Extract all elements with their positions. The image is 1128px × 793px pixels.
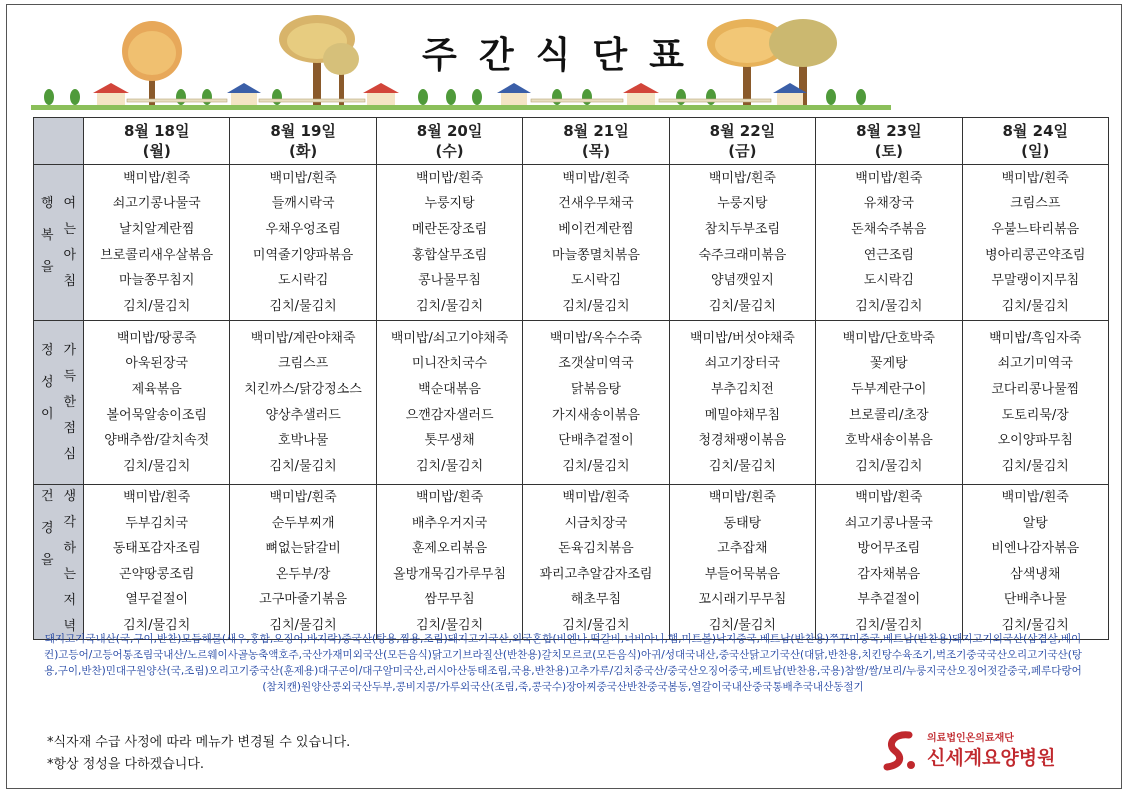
menu-item: 백미밥/흰죽 — [562, 490, 630, 505]
menu-item: 도시락김 — [570, 273, 622, 289]
menu-item: 브로콜리새우살볶음 — [100, 247, 214, 263]
menu-item: 꼬시래기무무침 — [698, 592, 787, 608]
menu-item: 오이양파무침 — [997, 433, 1073, 449]
menu-item: 닭볶음탕 — [570, 381, 622, 397]
menu-item: 조갯살미역국 — [558, 356, 634, 372]
menu-item: 미역줄기양파볶음 — [252, 247, 354, 263]
house-icon — [93, 83, 129, 105]
house-icon — [497, 83, 531, 105]
menu-item: 마늘쫑무침지 — [119, 273, 195, 289]
day-date: 8월 24일 — [1002, 122, 1069, 140]
menu-item: 부들어묵볶음 — [704, 566, 781, 582]
menu-item: 김치/물김치 — [562, 298, 630, 314]
menu-item: 고구마줄기볶음 — [259, 592, 348, 608]
menu-item: 메란돈장조림 — [411, 221, 488, 237]
menu-item: 누룽지탕 — [717, 196, 768, 212]
menu-item: 쇠고기콩나물국 — [112, 196, 201, 212]
menu-item: 마늘쫑멸치볶음 — [552, 247, 640, 263]
menu-item: 김치/물김치 — [123, 298, 191, 314]
menu-item: 홍합살무조림 — [411, 247, 488, 263]
menu-cell — [816, 165, 962, 321]
menu-item: 무말랭이지무침 — [991, 273, 1080, 289]
menu-item: 양배추쌈/갈치속젓 — [104, 433, 210, 449]
menu-item: 올방개묵김가루무침 — [393, 566, 507, 582]
menu-item: 도시락김 — [863, 273, 914, 289]
menu-item: 쇠고기장터국 — [704, 356, 781, 372]
menu-item: 메밀야채무침 — [704, 407, 781, 423]
menu-item: 삼색냉채 — [1010, 566, 1061, 582]
menu-item: 백미밥/흰죽 — [123, 490, 191, 505]
meal-label-text: 정 성 이 — [40, 342, 54, 422]
day-weekday: (금) — [728, 142, 757, 160]
meal-label — [34, 165, 84, 321]
menu-cell — [669, 485, 815, 640]
menu-item: 숙주크래미볶음 — [698, 247, 787, 263]
menu-item: 김치/물김치 — [415, 458, 484, 474]
meal-label-text: 가 득 한 점 심 — [63, 342, 77, 462]
menu-item: 부추겉절이 — [857, 592, 921, 608]
menu-item: 양념깻잎지 — [711, 273, 774, 289]
day-weekday: (월) — [142, 142, 171, 160]
meal-label-text: 생 각 하 는 저 녁 — [63, 488, 77, 634]
meal-row — [34, 165, 1109, 321]
menu-item: 두부계란구이 — [851, 381, 927, 397]
menu-item: 백미밥/흰죽 — [415, 170, 484, 186]
corner-cell — [34, 118, 84, 165]
menu-item: 김치/물김치 — [708, 617, 776, 633]
ingredient-origin-info — [43, 631, 1083, 695]
menu-item: 도시락김 — [278, 273, 329, 289]
day-weekday: (목) — [581, 142, 611, 160]
menu-item: 돈채숙주볶음 — [851, 221, 927, 237]
menu-item: 날치알계란찜 — [119, 221, 195, 237]
menu-item: 비엔나감자볶음 — [991, 541, 1080, 557]
menu-item: 시금치장국 — [564, 515, 628, 531]
menu-item: 김치/물김치 — [269, 617, 337, 633]
menu-item: 훈제오리볶음 — [411, 541, 488, 557]
menu-item: 동태포감자조림 — [112, 541, 201, 557]
menu-item: 청경채팽이볶음 — [698, 433, 787, 449]
menu-item: 병아리콩곤약조림 — [985, 247, 1086, 263]
menu-item: 연근조림 — [863, 247, 914, 263]
menu-item: 해초무침 — [570, 592, 622, 608]
meal-label — [34, 485, 84, 640]
menu-item: 크림스프 — [1010, 196, 1061, 212]
menu-item: 백미밥/쇠고기야채죽 — [390, 330, 509, 346]
foundation-name: 의료법인온의료재단 — [927, 733, 1014, 744]
menu-item: 유채장국 — [863, 196, 914, 212]
menu-item: 김치/물김치 — [1001, 298, 1069, 314]
menu-item: 콩나물무침 — [418, 273, 481, 289]
menu-item: 쌈무무침 — [424, 592, 475, 608]
menu-item: 감자채볶음 — [857, 566, 921, 582]
menu-item: 알탕 — [1022, 515, 1048, 531]
menu-item: 제육볶음 — [131, 381, 182, 397]
menu-cell — [84, 485, 230, 640]
menu-cell — [962, 165, 1108, 321]
day-header — [816, 118, 962, 165]
page-title: 주간식단표 — [422, 35, 706, 76]
menu-cell — [84, 321, 230, 485]
meal-row — [34, 485, 1109, 640]
menu-item: 동태탕 — [723, 515, 762, 531]
meal-label-text: 건 경 을 — [40, 488, 54, 568]
menu-item: 누룽지탕 — [424, 196, 475, 212]
house-icon — [227, 83, 261, 105]
menu-item: 배추우거지국 — [411, 515, 488, 531]
menu-item: 백미밥/버섯야채죽 — [689, 330, 795, 346]
menu-item: 백미밥/흰죽 — [415, 490, 484, 505]
day-date: 8월 19일 — [270, 122, 336, 140]
menu-item: 쇠고기콩나물국 — [844, 515, 933, 531]
menu-cell — [84, 165, 230, 321]
menu-item: 볼어묵알송이조림 — [106, 407, 207, 423]
day-header — [669, 118, 815, 165]
menu-cell — [376, 485, 522, 640]
menu-cell — [669, 165, 815, 321]
menu-item: 백미밥/땅콩죽 — [116, 330, 197, 346]
day-date: 8월 23일 — [856, 122, 922, 140]
menu-item: 우채우엉조림 — [265, 221, 341, 237]
menu-cell — [230, 485, 376, 640]
menu-item: 아욱된장국 — [125, 356, 189, 372]
hospital-emblem-icon — [881, 729, 921, 773]
menu-item: 백미밥/흰죽 — [269, 170, 337, 186]
menu-cell — [230, 165, 376, 321]
menu-item: 쇠고기미역국 — [997, 356, 1073, 372]
menu-item: 곤약땅콩조림 — [119, 566, 195, 582]
menu-item: 김치/물김치 — [855, 298, 923, 314]
menu-item: 들깨시락국 — [271, 196, 335, 212]
day-header — [962, 118, 1108, 165]
menu-item: 백미밥/흰죽 — [855, 170, 923, 186]
day-weekday: (토) — [874, 142, 903, 160]
menu-item: 백미밥/흰죽 — [1001, 490, 1069, 505]
menu-cell — [523, 321, 669, 485]
menu-item: 백미밥/흑임자죽 — [989, 330, 1082, 346]
menu-item: 김치/물김치 — [415, 298, 484, 314]
meal-label-text: 행 복 을 — [40, 195, 54, 275]
house-icon — [363, 83, 399, 105]
menu-item: 백미밥/흰죽 — [1001, 170, 1069, 186]
meal-row — [34, 321, 1109, 485]
menu-item: 호박나물 — [278, 433, 329, 449]
day-weekday: (일) — [1021, 142, 1050, 160]
menu-item: 꽈리고추알감자조림 — [539, 566, 653, 582]
menu-item: 치킨까스/닭강정소스 — [244, 381, 362, 397]
menu-cell — [816, 485, 962, 640]
menu-item: 베이컨계란찜 — [558, 221, 634, 237]
menu-item: 김치/물김치 — [269, 298, 337, 314]
menu-item: 호박새송이볶음 — [844, 433, 933, 449]
menu-item: 방어무조림 — [857, 541, 921, 557]
menu-item: 김치/물김치 — [269, 458, 337, 474]
menu-item: 돈육김치볶음 — [558, 541, 634, 557]
day-header — [230, 118, 376, 165]
menu-item: 백미밥/흰죽 — [269, 490, 337, 505]
meal-label — [34, 321, 84, 485]
menu-item: 김치/물김치 — [855, 617, 923, 633]
menu-item: 건새우무채국 — [558, 196, 634, 212]
day-header — [523, 118, 669, 165]
menu-item: 김치/물김치 — [708, 458, 776, 474]
origin-text: 돼지고기국내산(국,구이,반찬)모듬해물(새우,홍합,오징어,바지락)중국산(탕용,찜용,조림)돼지고기국산,외국혼합(비엔나,떡갈비,너비아니,햄,미트볼)낙지중국,베트남(반찬용)쭈꾸미중국,베트남(반찬용)돼지고기외국산(삼겹살,베이컨)고등어/고등어통조림국내산/노르웨이사골농축액호주,국산가재미외국산(모든음식)닭고기브라질산(반찬용)갈치모르코(모든음식)아귀/성대국내산,중국산닭고기국산(대닭,반찬용,치킨탕수육조기,벅조기중국국산오리고기국산(탕용,구이,반찬)민대구원양산(국,조림)오리고기중국산(훈제용)대구곤이/대구알미국산,러시아산동태조림,국용,반찬용)고추가루/김치중국산/중국산오징어중국,베트남(반찬용,국용)참쌀/쌀/보리/누룽지국산오징어젓갈중국,페루다랑어(참치캔)원양산콩외국산두부,콩비지콩/가루외국산(조림,죽,콩국수)장아찌중국산반찬중국봄동,열갈이국내산중국통배추국내산동절기 — [44, 633, 1082, 693]
menu-item: 김치/물김치 — [855, 458, 923, 474]
menu-item: 도토리묵/장 — [1001, 407, 1069, 423]
day-header — [376, 118, 522, 165]
menu-item: 김치/물김치 — [1001, 458, 1069, 474]
menu-item: 가지새송이볶음 — [552, 407, 640, 423]
menu-item: 백미밥/계란야채죽 — [250, 330, 356, 346]
menu-item: 백미밥/흰죽 — [855, 490, 923, 505]
menu-item: 우불느타리볶음 — [991, 221, 1080, 237]
menu-item: 참치두부조림 — [704, 221, 781, 237]
menu-cell — [962, 321, 1108, 485]
menu-item: 김치/물김치 — [708, 298, 776, 314]
menu-item: 백순대볶음 — [418, 381, 481, 397]
menu-item: 고추잡채 — [717, 541, 768, 557]
menu-item: 단배추나물 — [1003, 592, 1067, 608]
menu-item: 두부김치국 — [125, 515, 189, 531]
menu-cell — [816, 321, 962, 485]
hospital-logo — [881, 729, 1091, 777]
menu-sheet — [6, 4, 1122, 789]
hospital-name: 신세계요양병원 — [927, 747, 1056, 769]
menu-item: 백미밥/단호박죽 — [842, 330, 935, 346]
day-date: 8월 18일 — [123, 122, 190, 140]
menu-item: 부추김치전 — [711, 381, 774, 397]
menu-item: 양상추샐러드 — [265, 407, 341, 423]
menu-item: 톳무생채 — [424, 433, 475, 449]
menu-item: 꽃게탕 — [869, 356, 908, 372]
menu-item: 미니잔치국수 — [411, 356, 488, 372]
menu-cell — [376, 321, 522, 485]
day-header — [84, 118, 230, 165]
menu-cell — [962, 485, 1108, 640]
note-line: *항상 정성을 다하겠습니다. — [47, 757, 205, 772]
menu-item: 단배추겉절이 — [558, 433, 634, 449]
menu-cell — [230, 321, 376, 485]
house-icon — [623, 83, 659, 105]
menu-item: 열무겉절이 — [125, 592, 189, 608]
menu-item: 백미밥/옥수수죽 — [549, 330, 643, 346]
note-line: *식자재 수급 사정에 따라 메뉴가 변경될 수 있습니다. — [47, 735, 351, 750]
day-header-row — [34, 118, 1109, 165]
day-date: 8월 21일 — [563, 122, 629, 140]
menu-item: 백미밥/흰죽 — [708, 490, 776, 505]
menu-item: 김치/물김치 — [123, 458, 191, 474]
day-date: 8월 20일 — [416, 122, 483, 140]
menu-item: 코다리콩나물찜 — [991, 381, 1080, 397]
menu-item: 김치/물김치 — [1001, 617, 1069, 633]
weekly-menu-table — [33, 117, 1109, 640]
notes — [47, 732, 350, 776]
menu-cell — [523, 485, 669, 640]
menu-item: 으깬감자샐러드 — [405, 407, 494, 423]
menu-item: 김치/물김치 — [562, 617, 630, 633]
menu-item: 온두부/장 — [275, 566, 331, 582]
menu-cell — [376, 165, 522, 321]
menu-item: 백미밥/흰죽 — [123, 170, 191, 186]
menu-cell — [523, 165, 669, 321]
menu-item: 뼈없는닭갈비 — [265, 541, 341, 557]
menu-item: 백미밥/흰죽 — [562, 170, 630, 186]
meal-label-text: 여 는 아 침 — [63, 195, 77, 289]
menu-item: 브로콜리/초장 — [848, 407, 929, 423]
menu-item: 김치/물김치 — [562, 458, 630, 474]
menu-item: 크림스프 — [278, 356, 329, 372]
day-weekday: (화) — [289, 142, 318, 160]
day-date: 8월 22일 — [709, 122, 776, 140]
day-weekday: (수) — [435, 142, 464, 160]
menu-item: 김치/물김치 — [415, 617, 484, 633]
menu-cell — [669, 321, 815, 485]
menu-item: 백미밥/흰죽 — [708, 170, 776, 186]
menu-item: 김치/물김치 — [123, 617, 191, 633]
menu-item: 순두부찌개 — [271, 515, 335, 531]
